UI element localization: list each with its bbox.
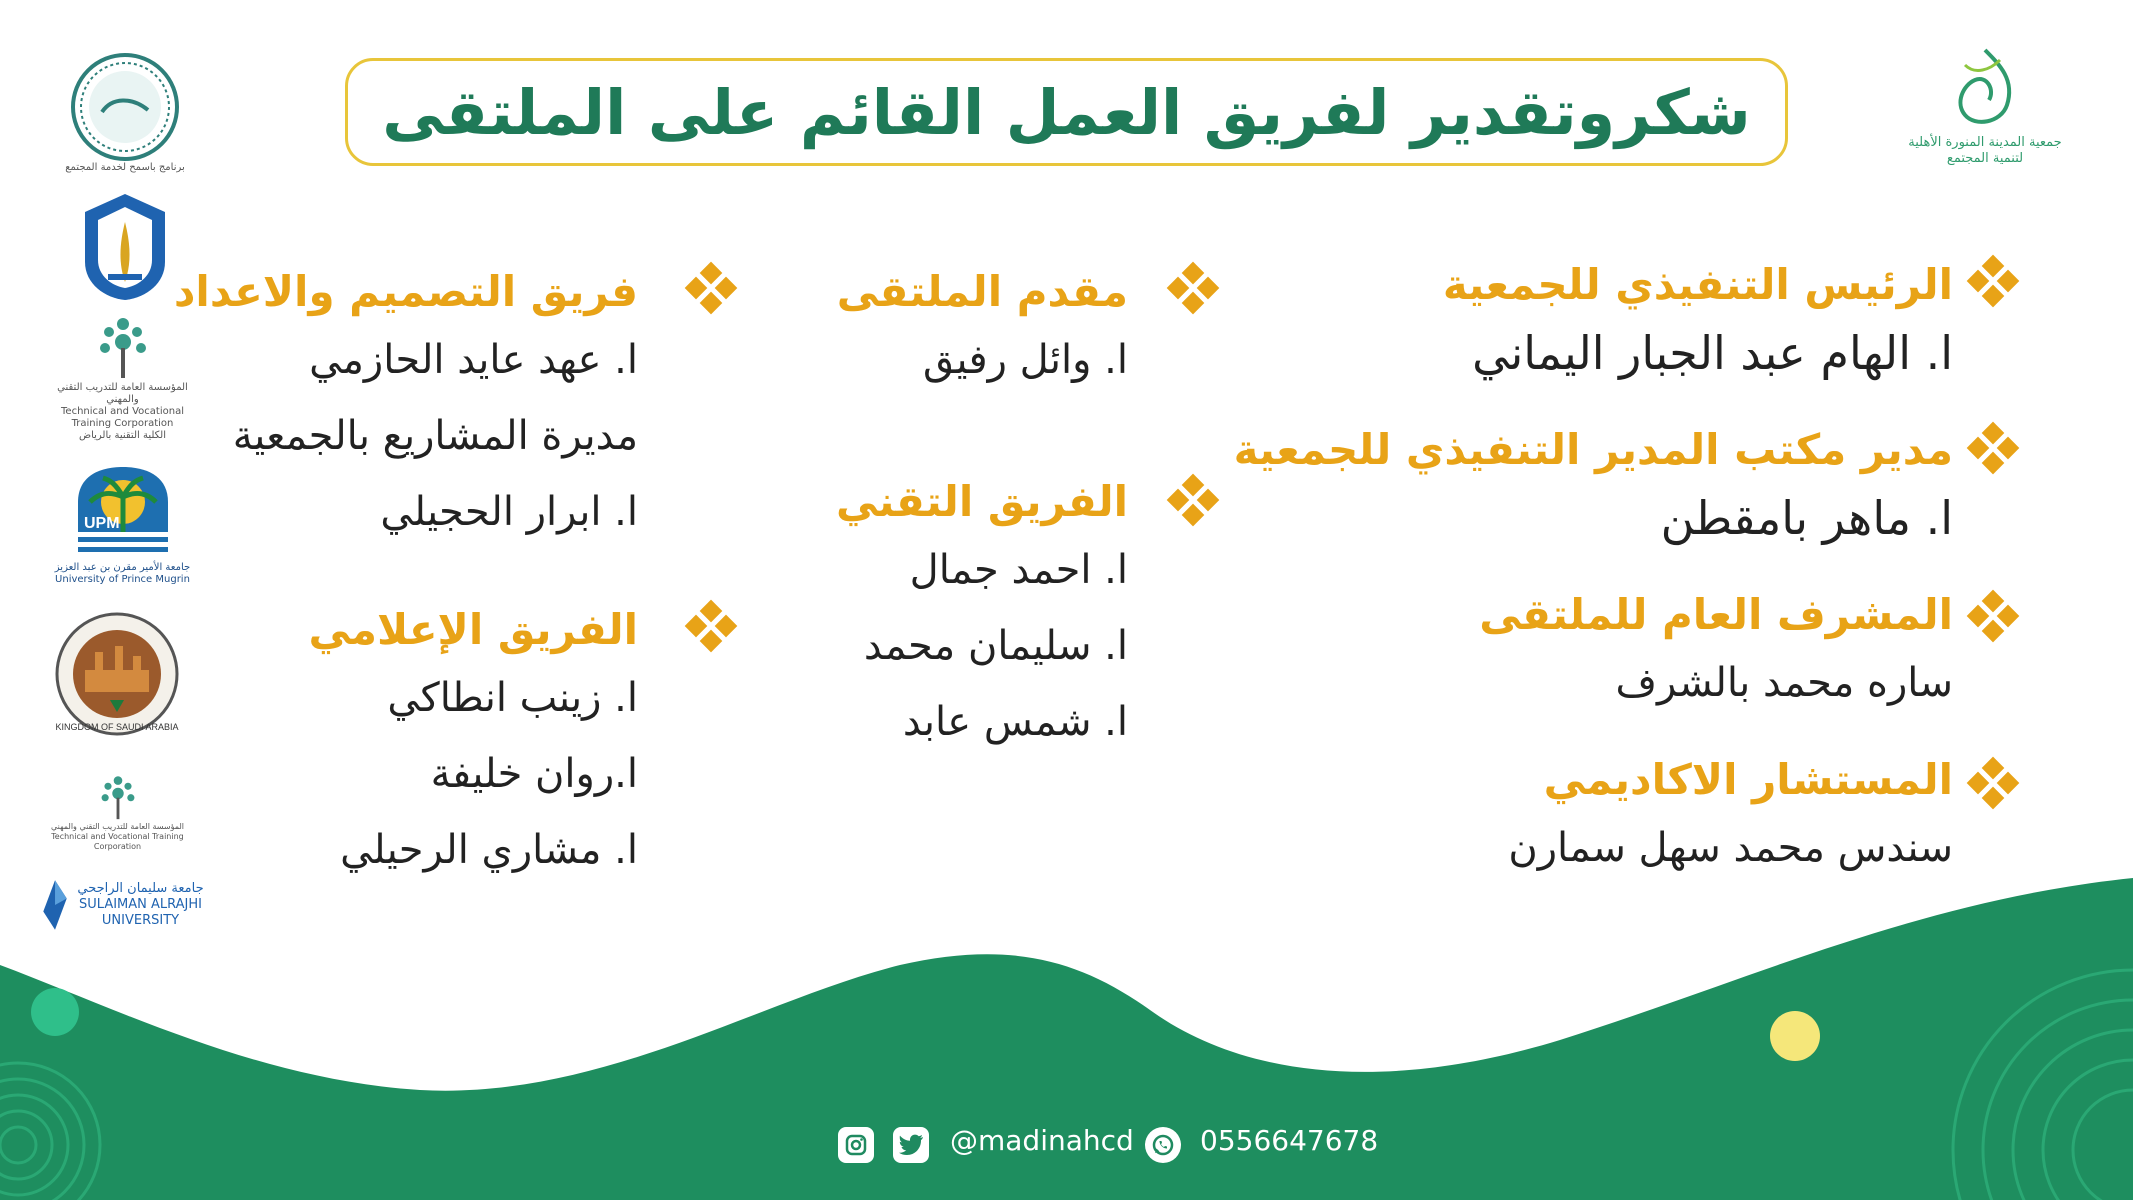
section-heading: المستشار الاكاديمي	[1543, 755, 1953, 804]
sulaiman-alrajhi-university-logo-icon	[42, 865, 68, 945]
section-office-manager	[1133, 420, 1953, 585]
person-name: ا. زينب انطاكي	[387, 675, 638, 721]
person-name: ا. شمس عابد	[902, 699, 1128, 745]
title-banner	[345, 58, 1788, 166]
partner-logo-tvtc-small	[50, 772, 185, 852]
social-handle[interactable]: @madinahcd	[950, 1124, 1134, 1157]
person-name: ا. الهام عبد الجبار اليماني	[1472, 326, 1953, 380]
instagram-icon[interactable]	[838, 1127, 874, 1163]
kingdom-of-saudi-arabia-seal-icon	[55, 612, 180, 737]
svg-text:UPM: UPM	[83, 515, 120, 532]
tvtc-small-logo-icon	[96, 772, 140, 822]
section-media-team	[208, 600, 638, 888]
madinah-association-logo	[1905, 45, 2065, 167]
diamond-bullet-icon	[688, 603, 734, 649]
section-heading: المشرف العام للملتقى	[1479, 590, 1953, 639]
university-emblem-logo-icon	[80, 192, 170, 302]
page-title: شكروتقدير لفريق العمل القائم على الملتقى	[382, 75, 1751, 149]
person-name: ا. ماهر بامقطن	[1660, 491, 1953, 545]
partner-logo-ksa	[52, 612, 182, 737]
section-technical-team	[728, 472, 1128, 760]
section-heading: فريق التصميم والاعداد	[173, 267, 638, 316]
partner-logo-university	[75, 192, 175, 302]
section-heading: الفريق الإعلامي	[308, 605, 638, 654]
person-name: مديرة المشاريع بالجمعية	[232, 413, 638, 459]
partner-logo-mutqin	[60, 52, 190, 174]
calligraphy-emblem-icon	[1945, 45, 2025, 135]
mutqin-seal-logo-icon	[70, 52, 180, 162]
mutqin-caption: برنامج باسمح لخدمة المجتمع	[65, 162, 185, 173]
diamond-bullet-icon	[1970, 593, 2016, 639]
person-name: ا. احمد جمال	[909, 547, 1128, 593]
section-design-team	[173, 262, 638, 600]
upm-caption: جامعة الأمير مقرن بن عبد العزيز University of Prince Mugrin	[54, 562, 191, 585]
person-name: سندس محمد سهل سمارن	[1508, 825, 1953, 871]
left-column	[173, 262, 638, 888]
right-column	[1133, 255, 1953, 915]
section-heading: الفريق التقني	[836, 477, 1128, 526]
person-name: ا. عهد عايد الحازمي	[309, 337, 638, 383]
section-presenter	[728, 262, 1128, 472]
phone-number[interactable]: 0556647678	[1200, 1124, 1379, 1157]
section-academic-advisor	[1133, 750, 1953, 915]
partner-logo-tvtc	[40, 312, 205, 442]
section-heading: مقدم الملتقى	[836, 267, 1128, 316]
person-name: ا. سليمان محمد	[863, 623, 1128, 669]
diamond-bullet-icon	[1170, 265, 1216, 311]
middle-column	[728, 262, 1128, 760]
partner-logo-sulaiman-alrajhi	[42, 865, 207, 945]
section-heading: الرئيس التنفيذي للجمعية	[1442, 260, 1953, 309]
section-heading: مدير مكتب المدير التنفيذي للجمعية	[1233, 425, 1953, 474]
twitter-icon[interactable]	[893, 1127, 929, 1163]
association-name-line2: لتنمية المجتمع	[1946, 151, 2024, 166]
diamond-bullet-icon	[1170, 477, 1216, 523]
section-ceo	[1133, 255, 1953, 420]
partner-logo-upm	[50, 462, 195, 586]
diamond-bullet-icon	[1970, 258, 2016, 304]
person-name: ساره محمد بالشرف	[1615, 660, 1953, 706]
diamond-bullet-icon	[1970, 760, 2016, 806]
teal-dot	[31, 988, 79, 1036]
sulaiman-alrajhi-caption: جامعة سليمان الراجحي SULAIMAN ALRAJHI UNIVERSITY	[77, 881, 204, 928]
section-general-supervisor	[1133, 585, 1953, 750]
person-name: ا. وائل رفيق	[923, 337, 1128, 383]
tvtc-small-caption: المؤسسة العامة للتدريب التقني والمهني Technical and Vocational Training Corporation	[50, 822, 184, 851]
person-name: ا.روان خليفة	[430, 751, 638, 797]
person-name: ا. مشاري الرحيلي	[340, 827, 638, 873]
person-name: ا. ابرار الحجيلي	[380, 489, 638, 535]
yellow-dot	[1770, 1011, 1820, 1061]
upm-logo-icon	[68, 462, 178, 562]
tvtc-caption: المؤسسة العامة للتدريب التقني والمهني Technical and Vocational Training Corporation الكلية التقنية بالرياض	[57, 382, 188, 441]
tvtc-logo-icon	[93, 312, 153, 382]
svg-text:KINGDOM OF SAUDI ARABIA: KINGDOM OF SAUDI ARABIA	[54, 722, 179, 732]
association-name-line1: جمعية المدينة المنورة الأهلية	[1908, 135, 2062, 150]
diamond-bullet-icon	[1970, 425, 2016, 471]
diamond-bullet-icon	[688, 265, 734, 311]
whatsapp-icon[interactable]	[1145, 1127, 1181, 1163]
